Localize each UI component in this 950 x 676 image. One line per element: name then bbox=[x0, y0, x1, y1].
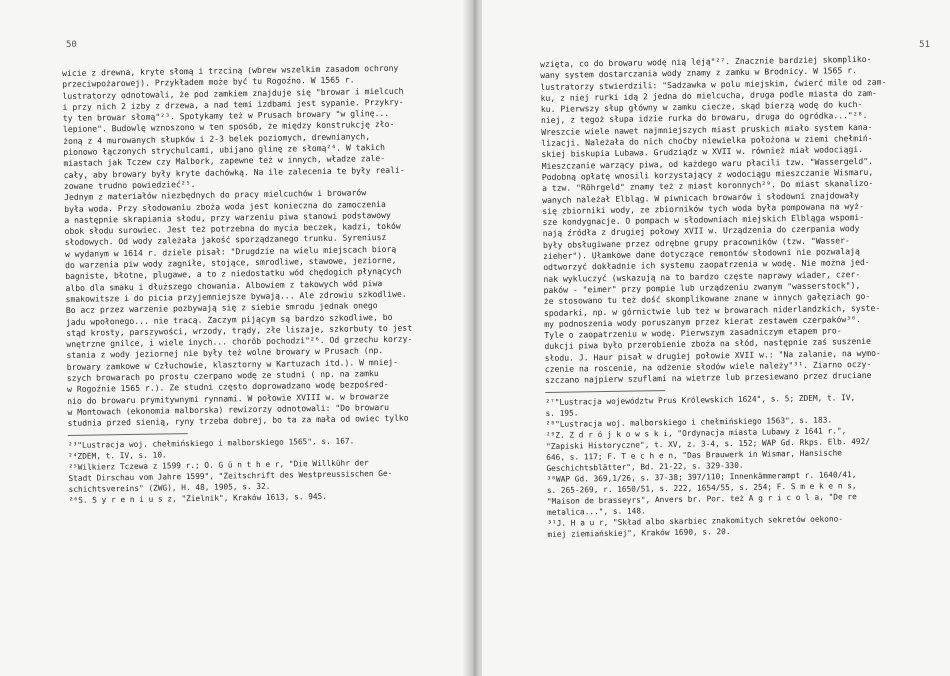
text-line: w Montowach (ekonomia malborska) rewizorzy odnotowali: "Do browaru bbox=[67, 401, 390, 417]
text-line: Wreszcie wiele nawet najmniejszych miast pruskich miało system kana- bbox=[541, 121, 873, 137]
text-line: Podobną opłatę wnosili korzystający z wodociągu mieszczanie Wismaru, bbox=[541, 166, 874, 182]
text-line: czenie na roscenie, na odżenie słodów wiele należy"³¹. Ziarno oczy- bbox=[544, 358, 872, 374]
text-line: studnia przed sienią, ryny trzeba dobrej, bo ta za mała od owiec tylko bbox=[67, 412, 409, 429]
text-line: dukcji piwa było przerobienie zboża na słód, następnie zaś suszenie bbox=[544, 336, 872, 352]
text-line: Tyle o zaopatrzeniu w wodę. Pierwszym zasadniczym etapem pro- bbox=[544, 325, 842, 341]
body-lines bbox=[540, 53, 897, 386]
text-line: lepione". Budowlę wznoszono w ten sposób, że między konstrukcję zło- bbox=[62, 119, 395, 135]
text-line: w Rogoźnie 1565 r.). Ze studni często doprowadzano wodę bezpośred- bbox=[66, 379, 389, 395]
text-line: przeciwpożarowej). Przykładem może być tu Rogoźno. W 1565 r. bbox=[62, 74, 355, 90]
right-page bbox=[482, 0, 950, 676]
text-line: wnętrzne gnilce, i wiele inych... chorób pochodzi"²⁶. Od grzechu korzy- bbox=[66, 333, 413, 350]
footnote-line: ²⁵Wilkierz Tczewa z 1599 r.; O. G ü n t h e r, "Die Willkühr der bbox=[68, 457, 369, 472]
text-line: Mieszczanie warzący piwa, od każdego waru płacili tzw. "Wassergeld". bbox=[541, 155, 874, 171]
right-page-text bbox=[540, 53, 900, 539]
footnote-line: ³⁰WAP Gd. 369,1/26, s. 37-38; 397/110; Innenkämmerampt r. 1640/41, bbox=[546, 469, 857, 484]
footnote-line: schichtsvereins" (ZWG), H. 48, 1905, s. 32. bbox=[68, 481, 271, 494]
footnotes bbox=[68, 434, 417, 505]
text-line: a tzw. "Röhrgeld" znamy też z miast koronnych²⁹. Do miast skanalizo- bbox=[541, 178, 874, 194]
page-number: 50 bbox=[66, 40, 77, 50]
text-line: my podnoszenia wody poruszanym przez kierat zestawem czerpaków³⁰. bbox=[544, 313, 861, 329]
text-line: paków - "eimer" przy pompie lub urządzeniu zwanym "wasserstock"), bbox=[543, 279, 861, 295]
text-line: Bo acz przez warzenie pozbywają się z siebie smrodu jednak onego bbox=[65, 300, 378, 316]
text-line: i przy nich 2 izby z drzewa, a nad temi izdbami jest sypanie. Przykry- bbox=[62, 96, 404, 112]
body-lines bbox=[62, 63, 416, 430]
footnote-line: ³¹J. H a u r, "Skład albo skarbiec znakomitych sekretów oekono- bbox=[547, 513, 844, 528]
footnote-line: ²⁷"Lustracja województw Prus Królewskich 1624", s. 5; ZDEM, t. IV, bbox=[545, 392, 856, 407]
text-line: a następnie skrapiania słodu, przy warzeniu piwa stanowi podstawowy bbox=[64, 209, 391, 225]
page-number: 51 bbox=[919, 40, 930, 50]
text-line: niej, z tegoż słupa idzie rurka do browaru, druga do ogródka..."²⁸. bbox=[540, 110, 868, 126]
text-line: nają źródła z drugiej połowy XVII w. Urządzenia do czerpania wody bbox=[542, 223, 860, 239]
text-line: ty ten browar słomą"²³. Spotykamy też w Prusach browary "w glinę... bbox=[62, 108, 390, 124]
text-line: obok słodu surowiec. Jest też potrzebna do mycia beczek, kadzi, toków bbox=[64, 220, 401, 237]
text-line: była woda. Przy słodowaniu zboża woda jest konieczna do zamoczenia bbox=[64, 198, 386, 214]
footnote-line: ²³"Lustracja woj. chełmińskiego i malborskiego 1565", s. 167. bbox=[67, 435, 355, 450]
text-line: odtworzyć dokładnie ich systemu zaopatrzenia w wodę. Nie można jed- bbox=[543, 257, 870, 273]
text-line: wany system dostarczania wody znamy z zamku w Brodnicy. W 1565 r. bbox=[540, 65, 858, 81]
text-line: lustratorzy stwierdzili: "Sadzawka w polu miejskim, ćwierć mile od zam- bbox=[540, 76, 887, 92]
text-line: były obsługiwane przez odrębne grupy pracowników (tzw. "Wasser- bbox=[542, 234, 850, 250]
text-line: ku. Pierwszy słup główny w zamku ciecze, skąd bierzą wodę do kuch- bbox=[540, 99, 863, 115]
text-line: lizacji. Należała do nich choćby niewielka położona w ziemi chełmiń- bbox=[541, 132, 873, 149]
text-line: słodowych. Od wody zależała jakość sporządzanego trunku. Syreniusz bbox=[64, 232, 387, 248]
footnote-line: Geschichtsblätter", Bd. 21-22, s. 329-330. bbox=[546, 460, 744, 473]
footnotes bbox=[545, 391, 899, 540]
footnote-line: miej ziemiańskiej", Kraków 1690, s. 20. bbox=[547, 526, 731, 539]
text-line: sze kondygnacje. O pompach w słodowniach miejskich Elbląga wspomi- bbox=[542, 212, 865, 228]
text-line: że stosowano tu też dość skomplikowane znane w innych gałęziach go- bbox=[543, 291, 871, 307]
text-line: browary zamkowe w Człuchowie, klasztorny w Kartuzach itd.). W mniej- bbox=[66, 356, 399, 372]
text-line: miastach jak Tczew czy Malbork, zapewne też w innych, władze zale- bbox=[63, 153, 386, 169]
text-line: wicie z drewna, kryte słomą i trzciną (wbrew wszelkim zasadom ochrony bbox=[62, 62, 399, 78]
footnote-line: ²⁹Z. Z d r ó j k o w s k i, "Ordynacja miasta Lubawy z 1641 r.", bbox=[545, 425, 847, 440]
text-line: się zbiorniki wody, ze zbiorników tych woda była pompowana na wyż- bbox=[542, 200, 865, 216]
text-line: słodu. J. Haur pisał w drugiej połowie XVII w.: "Na zalanie, na wymo- bbox=[544, 347, 881, 363]
text-line: nak wykluczyć (wskazują na to bardzo częste naprawy wiader, czer- bbox=[543, 268, 861, 284]
text-line: albo dla smaku i dłuższego chowania. Albowiem z takowych wód piwa bbox=[65, 277, 383, 293]
footnote-line: s. 195. bbox=[545, 408, 579, 418]
text-line: szych browarach po prostu czerpano wodę ze studni ( np. na zamku bbox=[66, 368, 379, 383]
text-line: ku, z niej rurki idą 2 jedna do mielcucha, druga podle miasta do zam- bbox=[540, 87, 877, 103]
text-line: w wydanym w 1614 r. dziele pisał: "Drugdzie na wielu miejscach biorą bbox=[64, 243, 397, 259]
text-line: stania z wody jeziornej nie były też wolne browary w Prusach (np. bbox=[66, 345, 384, 361]
text-line: spodarki, np. w górnictwie lub też w browarach niderlandzkich, syste- bbox=[543, 302, 881, 318]
text-line: lustratorzy odnotowali, że pod zamkiem znajduje się "browar i mielcuch bbox=[62, 85, 404, 101]
footnote-divider bbox=[68, 433, 188, 436]
text-line: skiej biskupia Lubawa. Grudziądz w XVII w. również miał wodociągi. bbox=[541, 144, 864, 160]
text-line: szczano najpierw szuflami na wietrze lub przesiewano przez druciane bbox=[544, 370, 872, 386]
text-line: nio do browaru prymitywnymi rynnami. W połowie XVIII w. w browarze bbox=[67, 390, 389, 406]
footnote-line: metalica...", s. 148. bbox=[547, 506, 646, 517]
footnote-line: s. 265-269, r. 1650/51, s. 222, 1654/55, s. 254; F. S m e k e n s, bbox=[546, 480, 857, 495]
footnote-line: 646, s. 117; F. T e c h e n, "Das Brauwerk in Wismar, Hansische bbox=[546, 447, 843, 462]
footnote-line: ²⁶S. S y r e n i u s z, "Zielnik", Kraków 1613, s. 945. bbox=[68, 491, 328, 505]
footnote-line: ²⁸"Lustracja woj. malborskiego i chełmińskiego 1563", s. 183. bbox=[545, 415, 833, 429]
left-page bbox=[0, 0, 468, 676]
text-line: stąd krosty, parszywości, wrzody, trądy, złe liszaje, szkorbuty to jest bbox=[66, 322, 413, 338]
text-line: zieher"). Ułamkowe dane dotyczące remontów słodowni nie pozwalają bbox=[543, 246, 860, 262]
footnote-line: ²⁴ZDEM, t. IV, s. 10. bbox=[68, 449, 167, 461]
footnote-divider bbox=[545, 390, 665, 393]
text-line: Jednym z materiałów niezbędnych do pracy mielcuchów i browarów bbox=[63, 187, 367, 203]
text-line: smakowitsze i do picia przyjemniejsze bywają... Ale zdrowiu szkodliwe. bbox=[65, 288, 407, 304]
left-page-text bbox=[62, 63, 417, 506]
text-line: pionowo łączonych strychulcami, ubijano glinę ze słomą²⁴. W takich bbox=[63, 142, 385, 158]
footnote-line: "Maison de brasseyrs", Anvers br. Por. też A g r i c o l a, "De re bbox=[546, 491, 857, 506]
text-line: żoną z 4 murowanych słupków i 2-3 belek poziomych, drewnianych, bbox=[63, 130, 371, 146]
footnote-line: Stadt Dirschau vom Jahre 1599", "Zeitschrift des Westpreussischen Ge- bbox=[68, 468, 393, 483]
text-line: cały, aby browary były kryte dachówką. Na ile zalecenia te były reali- bbox=[63, 164, 405, 180]
text-line: do warzenia piw wody zagniłe, stojące, smrodliwe, stawowe, jeziorne, bbox=[65, 254, 397, 271]
text-line: wzięta, co do browaru wodę nią leją"²⁷. Znacznie bardziej skompliko- bbox=[540, 53, 872, 69]
text-line: zowane trudno powiedzieć²⁵. bbox=[63, 178, 196, 191]
footnote-line: "Zapiski Historyczne", t. XV, z. 3-4, s. 152; WAP Gd. Rkps. Elb. 492/ bbox=[546, 436, 871, 451]
text-line: wanych należał Elbląg. W piwnicach browarów i słodowni znajdowały bbox=[542, 189, 859, 205]
text-line: bagniste, błotne, plugawe, a to z niedostatku wód chędogich płynących bbox=[65, 266, 402, 282]
text-line: jadu wpołonego... nie tracą. Zaczym pijącym są bardzo szkodliwe, bo bbox=[65, 311, 393, 327]
